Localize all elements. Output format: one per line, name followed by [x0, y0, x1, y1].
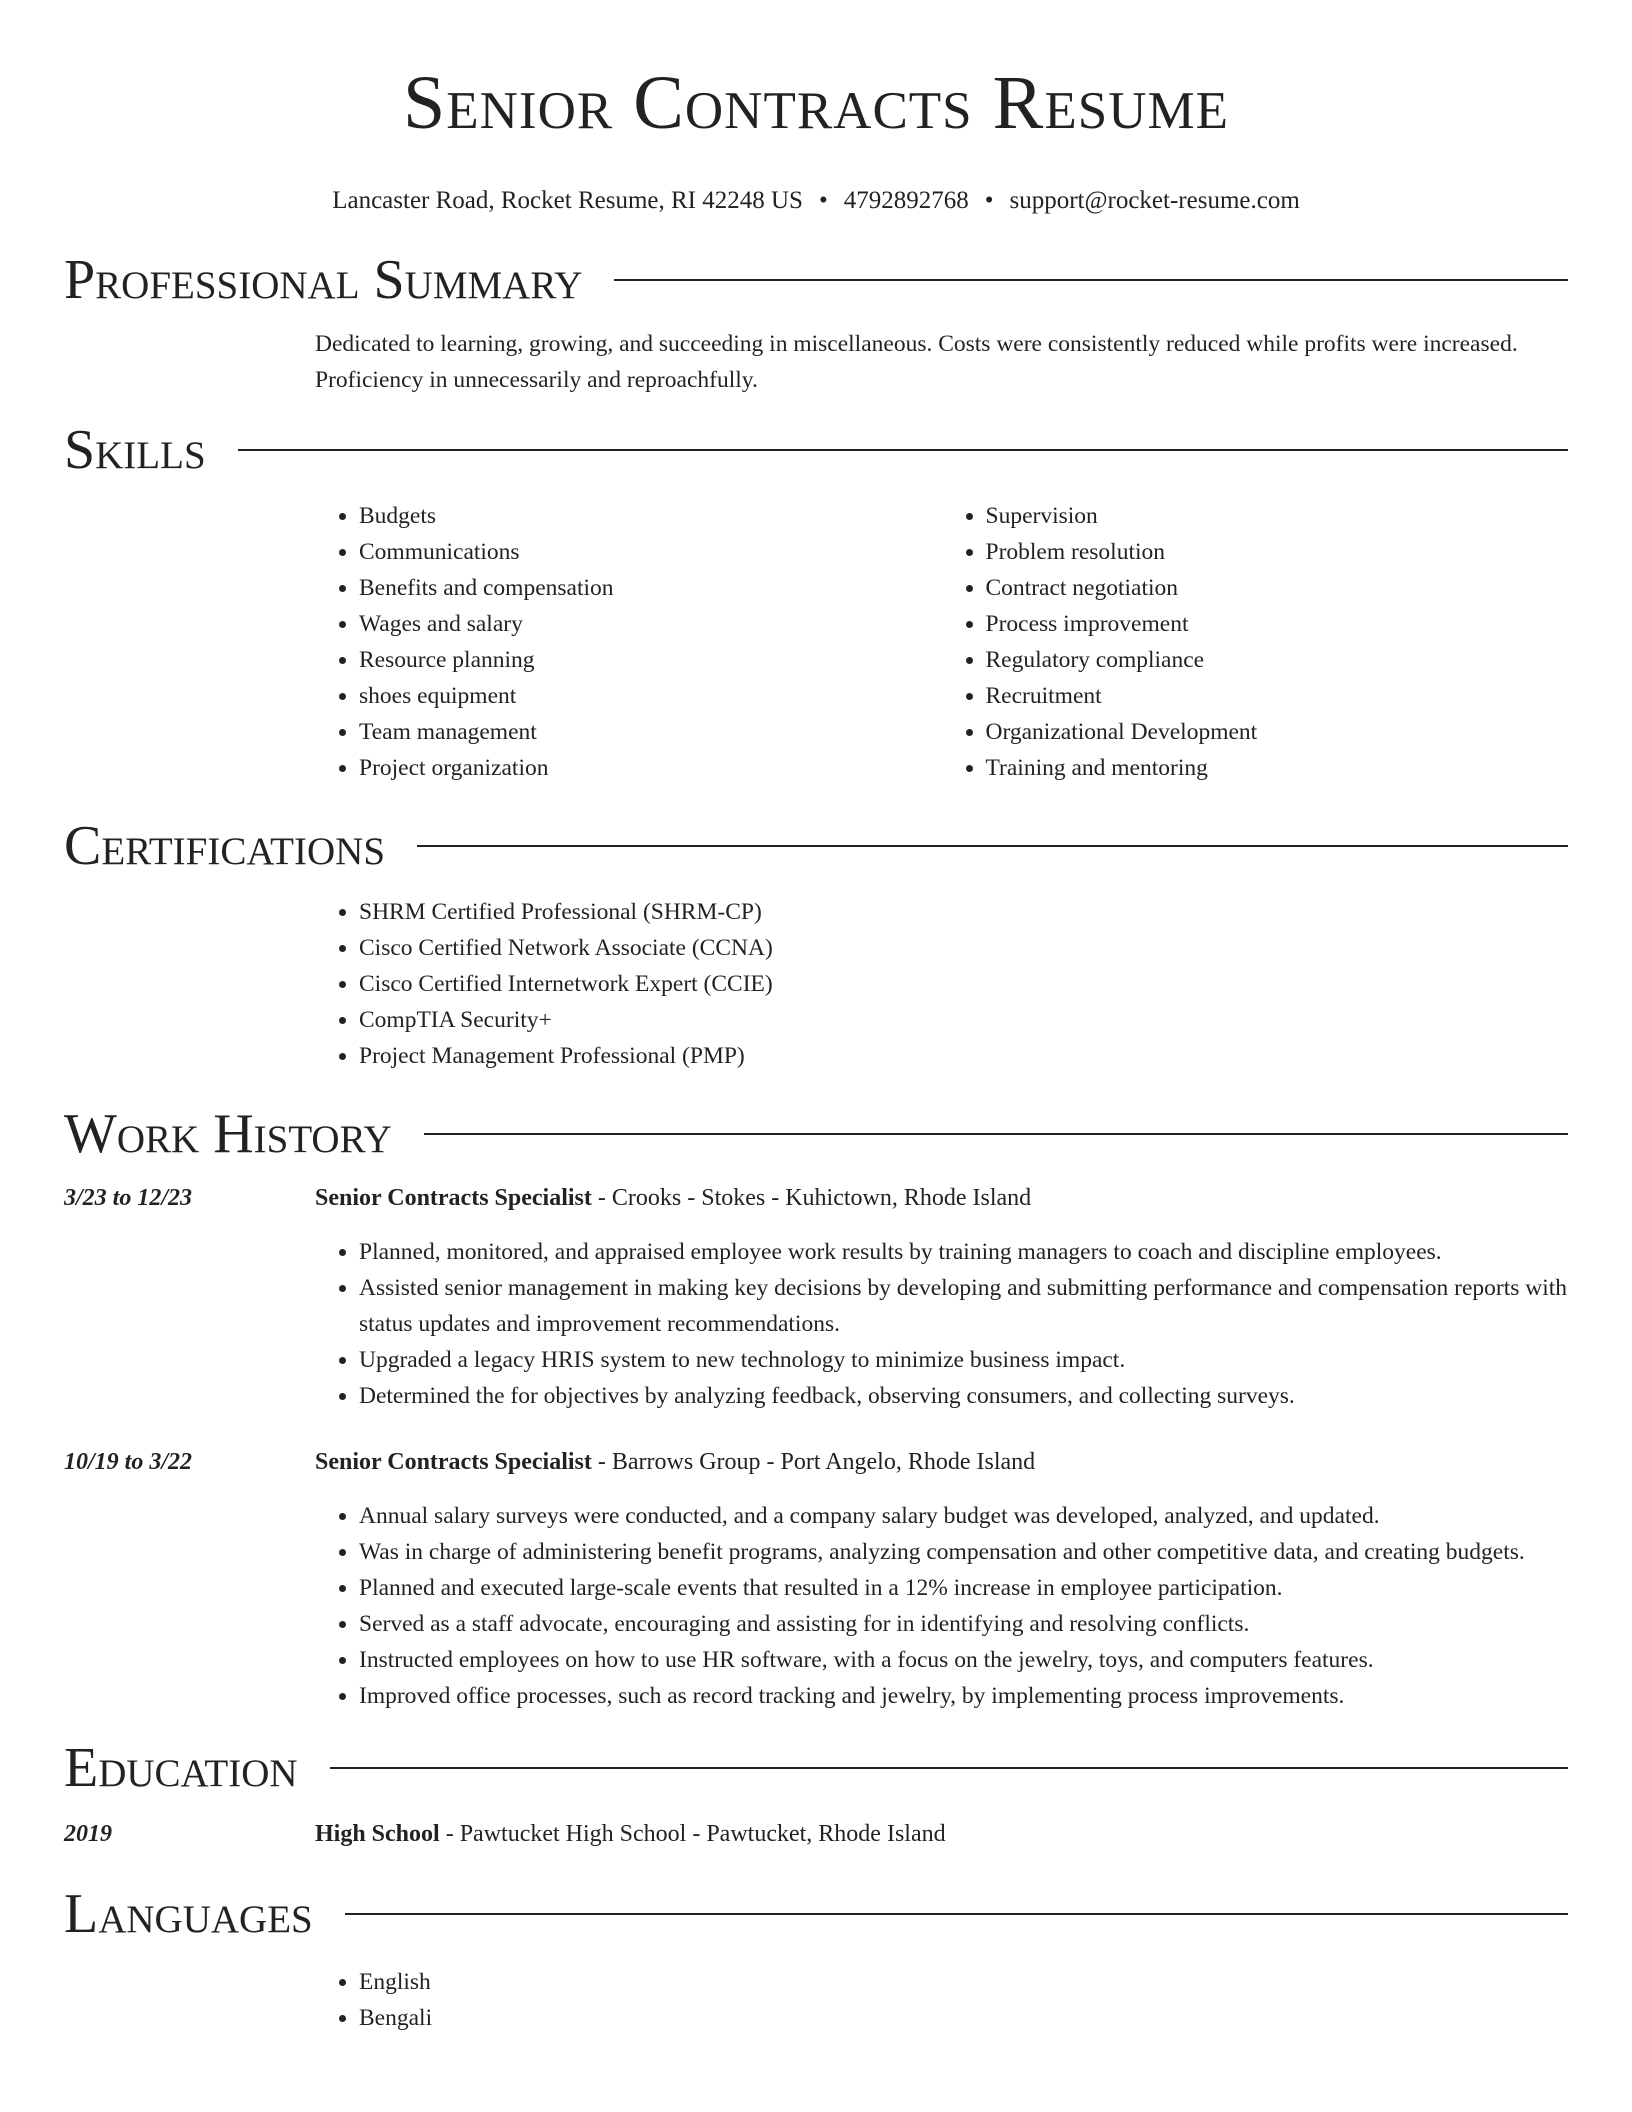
job-details: - Crooks - Stokes - Kuhictown, Rhode Island: [591, 1185, 1032, 1211]
certification-item: • Cisco Certified Network Associate (CCNA): [359, 930, 1568, 966]
skills-list-left: [315, 498, 942, 786]
certification-item: • CompTIA Security+: [359, 1002, 1568, 1038]
certifications-body: [315, 894, 1568, 1074]
job-bullets: [315, 1234, 1568, 1414]
skill-item: • shoes equipment: [359, 678, 942, 714]
job-bullet: • Assisted senior management in making key decisions by developing and submitting performance and compensation reports with status updates and improvement recommendations.: [359, 1270, 1568, 1342]
skill-item: • Resource planning: [359, 642, 942, 678]
contact-address: Lancaster Road, Rocket Resume, RI 42248 US: [332, 187, 803, 214]
skill-item: • Team management: [359, 714, 942, 750]
job-role: Senior Contracts Specialist: [315, 1449, 592, 1475]
job-bullet: • Annual salary surveys were conducted, and a company salary budget was developed, analyzed, and updated.: [359, 1498, 1568, 1534]
job-details: - Barrows Group - Port Angelo, Rhode Island: [591, 1449, 1036, 1475]
job-bullet: • Determined the for objectives by analyzing feedback, observing consumers, and collecting surveys.: [359, 1378, 1568, 1414]
skills-header: [64, 418, 1568, 482]
education-details: - Pawtucket High School - Pawtucket, Rhode Island: [439, 1821, 946, 1847]
skill-item: • Benefits and compensation: [359, 570, 942, 606]
job-bullet: • Upgraded a legacy HRIS system to new technology to minimize business impact.: [359, 1342, 1568, 1378]
education-body: [315, 1816, 1568, 1852]
separator-dot: •: [984, 187, 994, 214]
education-header: [64, 1736, 1568, 1800]
certifications-section: [64, 814, 1568, 1074]
section-divider: [417, 845, 1568, 847]
section-divider: [345, 1913, 1568, 1915]
resume-page: [64, 0, 1568, 2036]
skill-item: • Regulatory compliance: [986, 642, 1569, 678]
resume-title: Senior Contracts Resume: [403, 61, 1229, 145]
skill-item: • Organizational Development: [986, 714, 1569, 750]
job-bullet: • Planned and executed large-scale events that resulted in a 12% increase in employee participation.: [359, 1570, 1568, 1606]
languages-list: [315, 1964, 1568, 2036]
job-bullet: • Planned, monitored, and appraised employee work results by training managers to coach and discipline employees.: [359, 1234, 1568, 1270]
work-section: [64, 1102, 1568, 1714]
education-degree: High School: [315, 1821, 440, 1847]
job-body: [315, 1444, 1568, 1714]
skills-heading: Skills: [64, 419, 206, 481]
summary-section: [64, 248, 1568, 398]
section-divider: [238, 449, 1568, 451]
language-item: • Bengali: [359, 2000, 1568, 2036]
section-divider: [424, 1133, 1568, 1135]
certification-item: • Project Management Professional (PMP): [359, 1038, 1568, 1074]
contact-line: [64, 186, 1568, 216]
languages-header: [64, 1882, 1568, 1946]
certifications-list: [315, 894, 1568, 1074]
languages-body: [315, 1964, 1568, 2036]
skill-item: • Training and mentoring: [986, 750, 1569, 786]
certifications-header: [64, 814, 1568, 878]
job-bullet: • Instructed employees on how to use HR software, with a focus on the jewelry, toys, and computers features.: [359, 1642, 1568, 1678]
skill-item: • Project organization: [359, 750, 942, 786]
languages-heading: Languages: [64, 1883, 313, 1945]
education-year: 2019: [64, 1821, 112, 1847]
job-role: Senior Contracts Specialist: [315, 1185, 592, 1211]
skill-item: • Communications: [359, 534, 942, 570]
work-heading: Work History: [64, 1103, 392, 1165]
certifications-heading: Certifications: [64, 815, 386, 877]
job-heading: [315, 1180, 1568, 1216]
skill-item: • Wages and salary: [359, 606, 942, 642]
language-item: • English: [359, 1964, 1568, 2000]
skills-section: [64, 418, 1568, 786]
contact-phone: 4792892768: [843, 187, 969, 214]
skill-item: • Problem resolution: [986, 534, 1569, 570]
education-entry: [64, 1816, 1568, 1852]
skills-list-right: [942, 498, 1569, 786]
skill-item: • Recruitment: [986, 678, 1569, 714]
summary-text: Dedicated to learning, growing, and succeeding in miscellaneous. Costs were consistently reduced while profits were increased. Proficiency in unnecessarily and reproachfully.: [315, 331, 1518, 393]
section-divider: [330, 1767, 1568, 1769]
skill-item: • Budgets: [359, 498, 942, 534]
job-entry: [64, 1444, 1568, 1714]
job-heading: [315, 1444, 1568, 1480]
job-bullet: • Served as a staff advocate, encouraging and assisting for in identifying and resolving conflicts.: [359, 1606, 1568, 1642]
job-bullet: • Was in charge of administering benefit programs, analyzing compensation and other competitive data, and creating budgets.: [359, 1534, 1568, 1570]
skill-item: • Contract negotiation: [986, 570, 1569, 606]
education-heading-line: [315, 1816, 1568, 1852]
job-body: [315, 1180, 1568, 1414]
contact-email: support@rocket-resume.com: [1009, 187, 1300, 214]
work-header: [64, 1102, 1568, 1166]
separator-dot: •: [818, 187, 828, 214]
job-bullets: [315, 1498, 1568, 1714]
certification-item: • SHRM Certified Professional (SHRM-CP): [359, 894, 1568, 930]
job-dates: 3/23 to 12/23: [64, 1185, 193, 1211]
section-divider: [614, 279, 1568, 281]
skills-columns: [315, 498, 1568, 786]
education-section: [64, 1736, 1568, 1852]
skill-item: • Process improvement: [986, 606, 1569, 642]
education-heading: Education: [64, 1737, 298, 1799]
job-bullet: • Improved office processes, such as record tracking and jewelry, by implementing process improvements.: [359, 1678, 1568, 1714]
skill-item: • Supervision: [986, 498, 1569, 534]
certification-item: • Cisco Certified Internetwork Expert (CCIE): [359, 966, 1568, 1002]
summary-header: [64, 248, 1568, 312]
job-dates: 10/19 to 3/22: [64, 1449, 193, 1475]
summary-heading: Professional Summary: [64, 249, 583, 311]
languages-section: [64, 1882, 1568, 2036]
job-entry: [64, 1180, 1568, 1414]
